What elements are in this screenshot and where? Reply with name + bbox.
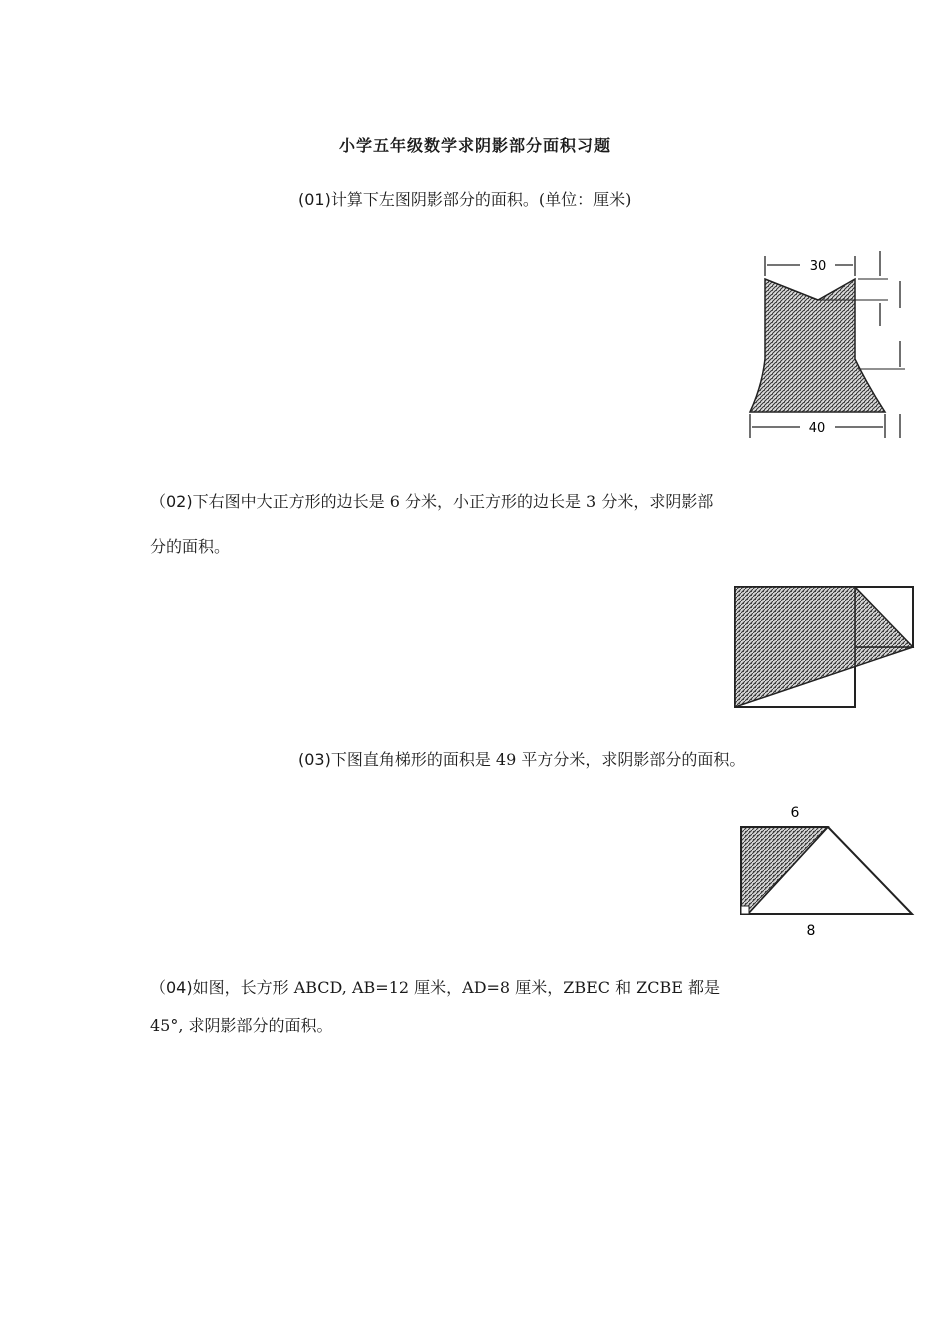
question-4-text-line-2: 45°, 求阴影部分的面积。 [150, 1016, 333, 1035]
page-title: 小学五年级数学求阴影部分面积习题 [338, 136, 611, 155]
bottom-base-label: 8 [806, 923, 816, 939]
top-dimension-label: 30 [809, 259, 827, 274]
figure-1 [740, 246, 910, 446]
question-4-text-line-1: 如图，长方形 ABCD, AB=12 厘米，AD=8 厘米，ZBEC 和 ZCBE 都是 [192, 978, 721, 997]
question-2-number: （02) [150, 492, 193, 511]
question-1-number: (01) [298, 190, 331, 209]
bottom-dimension-label: 40 [808, 421, 826, 436]
question-3 [298, 744, 745, 776]
top-base-label: 6 [790, 805, 800, 821]
question-1-text: 计算下左图阴影部分的面积。(单位：厘米) [330, 190, 632, 209]
shaded-region [750, 279, 885, 412]
question-3-number: (03) [298, 750, 331, 769]
question-2-line-1 [150, 486, 713, 518]
shaded-region [741, 827, 828, 914]
right-angle-mark [741, 906, 749, 914]
question-1 [298, 184, 631, 216]
question-3-text: 下图直角梯形的面积是 49 平方分米，求阴影部分的面积。 [330, 750, 746, 769]
figure-2 [733, 585, 918, 711]
question-2-text-line-2: 分的面积。 [150, 537, 231, 556]
question-4-number: （04) [150, 978, 193, 997]
question-2-text-line-1: 下右图中大正方形的边长是 6 分米，小正方形的边长是 3 分米，求阴影部 [192, 492, 714, 511]
figure-3 [736, 798, 916, 940]
question-4-line-1 [150, 972, 720, 1004]
